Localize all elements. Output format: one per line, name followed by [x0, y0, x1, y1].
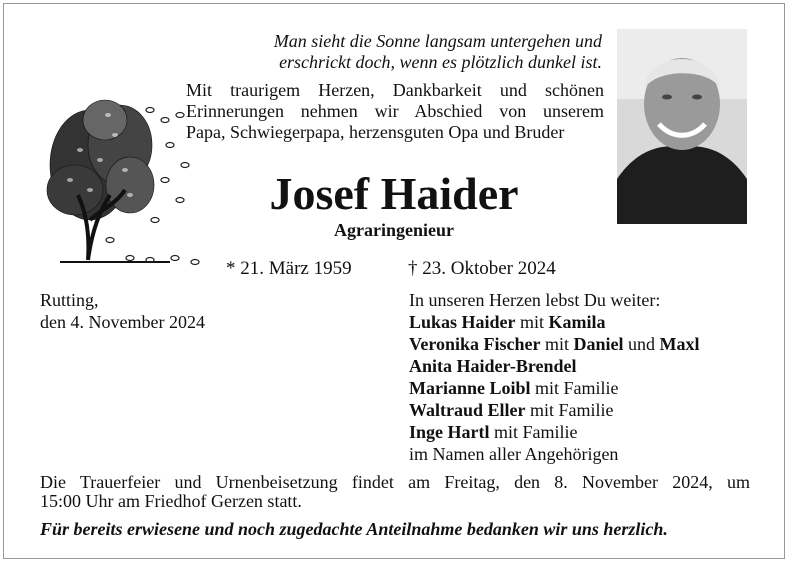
family-row: Anita Haider-Brendel [409, 356, 577, 376]
place-date [40, 289, 205, 333]
family-closing: im Namen aller Angehörigen [409, 444, 619, 464]
intro-text [186, 80, 604, 143]
birth-date: * 21. März 1959 [226, 258, 352, 279]
tree-illustration [30, 90, 205, 270]
quote-line: Man sieht die Sonne langsam untergehen und [273, 31, 602, 51]
quote [190, 31, 602, 73]
intro-line: Mit traurigem Herzen, Dankbarkeit und schönen [186, 80, 604, 100]
death-date: † 23. Oktober 2024 [408, 258, 556, 279]
service-info [40, 473, 750, 511]
family-heading: In unseren Herzen lebst Du weiter: [409, 290, 661, 310]
family-row: Veronika Fischer mit Daniel und Maxl [409, 334, 700, 354]
service-line: Die Trauerfeier und Urnenbeisetzung findet am Freitag, den 8. November 2024, um [40, 472, 750, 492]
deceased-name: Josef Haider [269, 168, 519, 219]
thanks-line: Für bereits erwiesene und noch zugedachte Anteilnahme bedanken wir uns herzlich. [40, 519, 668, 539]
place-date-text: den 4. November 2024 [40, 312, 205, 332]
place-town: Rutting, [40, 290, 99, 310]
family-row: Lukas Haider mit Kamila [409, 312, 606, 332]
service-line: 15:00 Uhr am Friedhof Gerzen statt. [40, 491, 302, 511]
intro-line: Erinnerungen nehmen wir Abschied von unserem [186, 101, 604, 121]
family-row: Waltraud Eller mit Familie [409, 400, 614, 420]
family-row: Inge Hartl mit Familie [409, 422, 578, 442]
quote-line: erschrickt doch, wenn es plötzlich dunkel ist. [279, 52, 602, 72]
family-list [409, 289, 700, 465]
family-row: Marianne Loibl mit Familie [409, 378, 619, 398]
portrait-photo [617, 29, 747, 224]
profession: Agraringenieur [334, 220, 454, 240]
intro-line: Papa, Schwiegerpapa, herzensguten Opa und Bruder [186, 122, 565, 142]
